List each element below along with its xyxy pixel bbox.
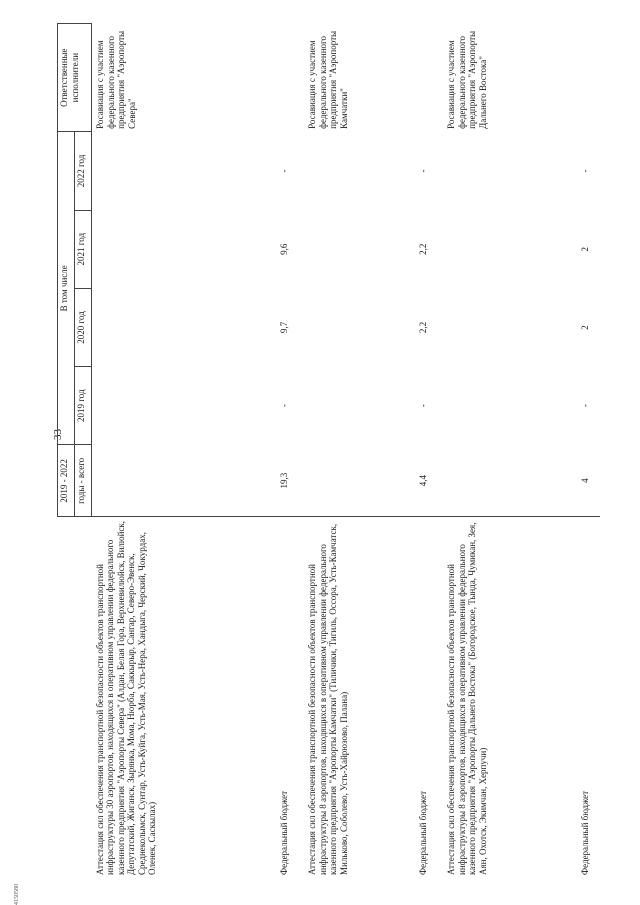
measure-description: Аттестация сил обеспечения транспортной безопасности объектов транспортной инфраструктуры 30 аэропортов, находящихся в оперативном управлении федерального казенного предприятия "Аэропорты Севера" (Алдан, Белая Гора, Верхневилюйск, Вилюйск, Депутатский, Жиганск, Зырянка, Мома, Нюрба, Саккырыр, Сангар, Северо-Эвенск, Среднеколымск, Сунтар, Усть-Куйга, Усть-Мая, Усть-Нера, Хандыга, Черский, Чокурдах, Оленек, Саскылах)	[92, 517, 278, 878]
total-value: 19,3	[279, 472, 289, 489]
table-row	[92, 24, 278, 879]
measure-description: Аттестация сил обеспечения транспортной безопасности объектов транспортной инфраструктуры 8 аэропортов, находящихся в оперативном управлении федерального казенного предприятия "Аэропорты Камчатки" (Тиличики, Тигиль, Оссора, Усть-Камчатск, Мильково, Соболево, Усть-Хайрюзово, Палана)	[304, 517, 416, 878]
value-2022: -	[418, 169, 428, 173]
value-2022: -	[279, 169, 289, 173]
value-2021: 2,2	[418, 243, 428, 255]
value-2019: -	[279, 404, 289, 408]
value-2022: -	[580, 169, 590, 173]
table-row	[578, 24, 600, 879]
header-year-2022: 2022 год	[75, 132, 92, 210]
value-2019: -	[418, 404, 428, 408]
table-row	[277, 24, 304, 879]
measure-description: Аттестация сил обеспечения транспортной безопасности объектов транспортной инфраструктуры 8 аэропортов, находящихся в оперативном управлении федерального казенного предприятия "Аэропорты Дальнего Востока" (Богородское, Тында, Чумикан, Зея, Аян, Охотск, Экимчан, Херпучи)	[443, 517, 578, 878]
budget-label: Федеральный бюджет	[578, 517, 600, 878]
header-year-2020: 2020 год	[75, 288, 92, 366]
header-row-1	[58, 24, 75, 879]
measures-table	[57, 23, 600, 878]
budget-label: Федеральный бюджет	[416, 517, 443, 878]
header-year-2019: 2019 год	[75, 367, 92, 445]
header-blank	[58, 517, 92, 878]
responsible-executors: Росавиация с участием федерального казенного предприятия "Аэропорты Камчатки"	[307, 30, 349, 129]
header-period: 2019 - 2022	[58, 445, 75, 517]
responsible-executors: Росавиация с участием федерального казенного предприятия "Аэропорты Дальнего Востока"	[446, 30, 488, 129]
header-responsible: Ответственные исполнители	[58, 24, 92, 132]
budget-label: Федеральный бюджет	[277, 517, 304, 878]
page-number: 33	[52, 429, 64, 440]
total-value: 4,4	[418, 475, 428, 487]
document-code: 4150580	[14, 884, 20, 905]
value-2020: 2,2	[418, 321, 428, 334]
table-row	[304, 24, 416, 879]
responsible-executors: Росавиация с участием федерального казенного предприятия "Аэропорты Севера"	[95, 30, 137, 129]
header-in-that-number: В том числе	[58, 132, 75, 445]
value-2021: 2	[580, 246, 590, 252]
header-year-2021: 2021 год	[75, 210, 92, 288]
value-2020: 9,7	[279, 321, 289, 334]
header-period-total: годы - всего	[75, 445, 92, 517]
value-2021: 9,6	[279, 243, 289, 255]
total-value: 4	[580, 478, 590, 483]
rotated-page	[57, 23, 637, 878]
value-2019: -	[580, 404, 590, 408]
table-row	[416, 24, 443, 879]
table-row	[443, 24, 578, 879]
value-2020: 2	[580, 325, 590, 330]
